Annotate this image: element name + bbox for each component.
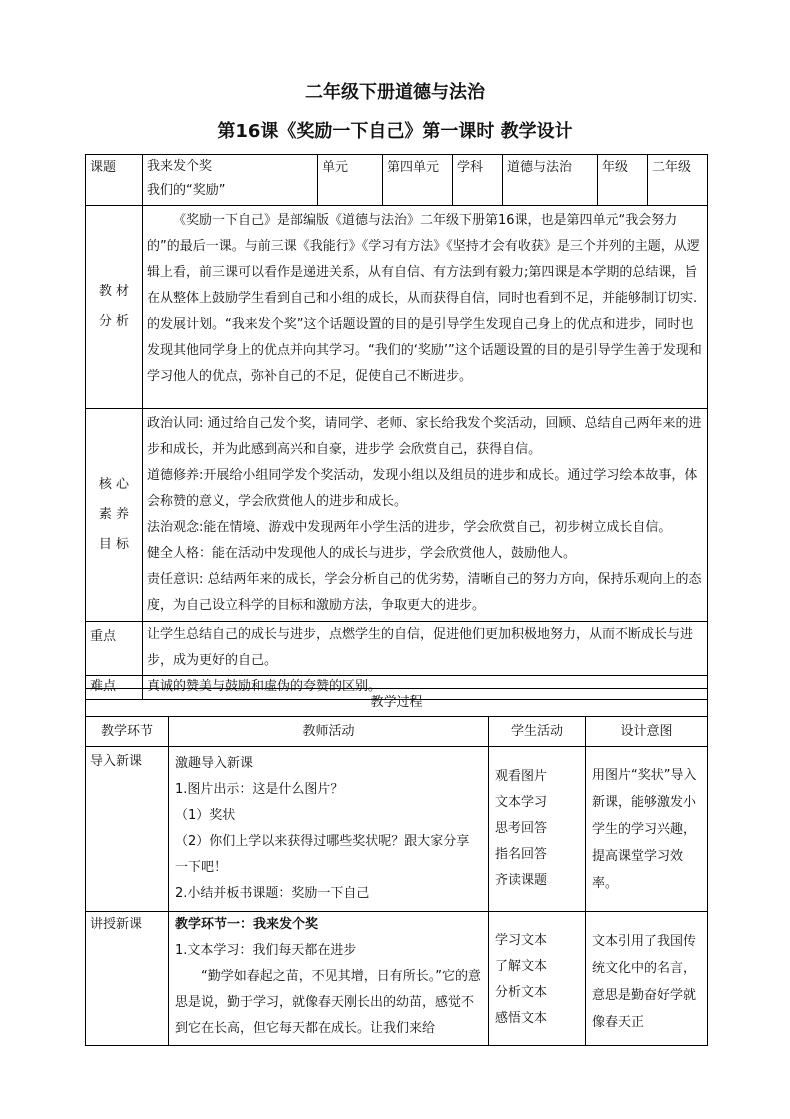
teacher-teach [169,912,489,1046]
topic-label: 课题 [86,155,143,206]
teacher-line: 激趣导入新课 [175,756,254,771]
difficulty-text: 真诚的赞美与鼓励和虚伪的夸赞的区别。 [143,676,708,700]
goals-label-3: 目 标 [98,537,130,552]
grade-label: 年级 [598,155,648,206]
teacher-line: “勤学如春起之苗，不见其增，日有所长。”它的意思是说，勤于学习，就像春天刚长出的幼苗，感觉不到它在长高，但它每天都在成长。让我们来给 [175,969,481,1036]
goals-label-1: 核 心 [98,477,130,492]
stage-intro: 导入新课 [86,747,169,912]
doc-title: 二年级下册道德与法治 [305,82,485,103]
process-row-intro [86,747,708,912]
analysis-label-1: 教 材 [98,284,130,299]
process-header: 教学过程 [86,689,708,717]
goals-row [86,409,708,622]
goals-label-2: 素 养 [98,507,130,522]
goal-item: 法治观念:能在情境、游戏中发现两年小学生活的进步，学会欣赏自己，初步树立成长自信。 [147,520,672,535]
col-student: 学生活动 [489,717,586,747]
info-row [86,155,708,206]
topic-value [143,155,318,206]
difficulty-label: 难点 [86,676,143,700]
topic-line-2: 我们的“奖励” [147,183,226,198]
teacher-line: （2）你们上学以来获得过哪些奖状呢？跟大家分享一下吧！ [175,834,470,875]
analysis-row [86,206,708,409]
key-text: 让学生总结自己的成长与进步，点燃学生的自信，促进他们更加积极地努力，从而不断成长与进步，成为更好的自己。 [143,622,708,676]
goal-item: 政治认同: 通过给自己发个奖，请同学、老师、家长给我发个奖活动，回顾、总结自己两年来的进步和成长，并为此感到高兴和自豪，进步学 会欣赏自己，获得自信。 [147,416,702,457]
analysis-text [143,206,708,409]
col-teacher: 教师活动 [169,717,489,747]
teacher-heading: 教学环节一：我来发个奖 [175,917,319,932]
student-line: 观看图片 [495,769,548,784]
doc-subtitle: 第16课《奖励一下自己》第一课时 教学设计 [217,121,573,142]
subject-value: 道德与法治 [503,155,598,206]
analysis-label [86,206,143,409]
topic-line-1: 我来发个奖 [147,159,213,174]
student-line: 了解文本 [495,959,548,974]
student-line: 感悟文本 [495,1011,548,1026]
goals-text [143,409,708,622]
analysis-label-2: 分 析 [98,314,130,329]
grade-value: 二年级 [648,155,708,206]
key-label: 重点 [86,622,143,676]
process-row-teach [86,912,708,1046]
stage-teach: 讲授新课 [86,912,169,1046]
student-line: 分析文本 [495,985,548,1000]
process-table [85,688,708,1046]
process-columns-row [86,717,708,747]
student-line: 指名回答 [495,847,548,862]
col-intent: 设计意图 [586,717,708,747]
col-stage: 教学环节 [86,717,169,747]
student-line: 思考回答 [495,821,548,836]
student-line: 文本学习 [495,795,548,810]
goal-item: 责任意识: 总结两年来的成长，学会分析自己的优劣势，清晰自己的努力方向，保持乐观向上的态度，为自己设立科学的目标和激励方法，争取更大的进步。 [147,572,702,613]
unit-label: 单元 [318,155,383,206]
student-line: 学习文本 [495,933,548,948]
unit-value: 第四单元 [383,155,453,206]
goal-item: 健全人格：能在活动中发现他人的成长与进步，学会欣赏他人，鼓励他人。 [147,546,577,561]
goals-label [86,409,143,622]
key-row [86,622,708,676]
teacher-line: 1.文本学习：我们每天都在进步 [175,943,357,958]
process-header-row [86,689,708,717]
info-table [85,154,708,700]
student-teach [489,912,586,1046]
student-intro [489,747,586,912]
analysis-paragraph: 《奖励一下自己》是部编版《道德与法治》二年级下册第16课，也是第四单元“我会努力的”的最后一课。与前三课《我能行》《学习有方法》《坚持才会有收获》是三个并列的主题，从逻辑上看，前三课可以看作是递进关系，从有自信、有方法到有毅力;第四课是本学期的总结课，旨在从整体上鼓励学生看到自己和小组的成长，从而获得自信，同时也看到不足，并能够制订切实.的发展计划。“我来发个奖”这个话题设置的目的是引导学生发现自己身上的优点和进步，同时也发现其他同学身上的优点并向其学习。“我们的‘奖励’”这个话题设置的目的是引导学生善于发现和学习他人的优点，弥补自己的不足，促使自己不断进步。 [147,213,702,384]
intent-teach: 文本引用了我国传统文化中的名言，意思是勤奋好学就像春天正 [586,912,708,1046]
goal-item: 道德修养:开展给小组同学发个奖活动，发现小组以及组员的进步和成长。通过学习绘本故事，体会称赞的意义，学会欣赏他人的进步和成长。 [147,468,698,509]
subject-label: 学科 [453,155,503,206]
teacher-line: 1.图片出示：这是什么图片？ [175,782,344,797]
teacher-line: （1）奖状 [175,808,236,823]
intent-intro: 用图片“奖状”导入新课，能够激发小学生的学习兴趣，提高课堂学习效率。 [586,747,708,912]
student-line: 齐读课题 [495,873,548,888]
teacher-intro [169,747,489,912]
teacher-line: 2.小结并板书课题：奖励一下自己 [175,886,370,901]
